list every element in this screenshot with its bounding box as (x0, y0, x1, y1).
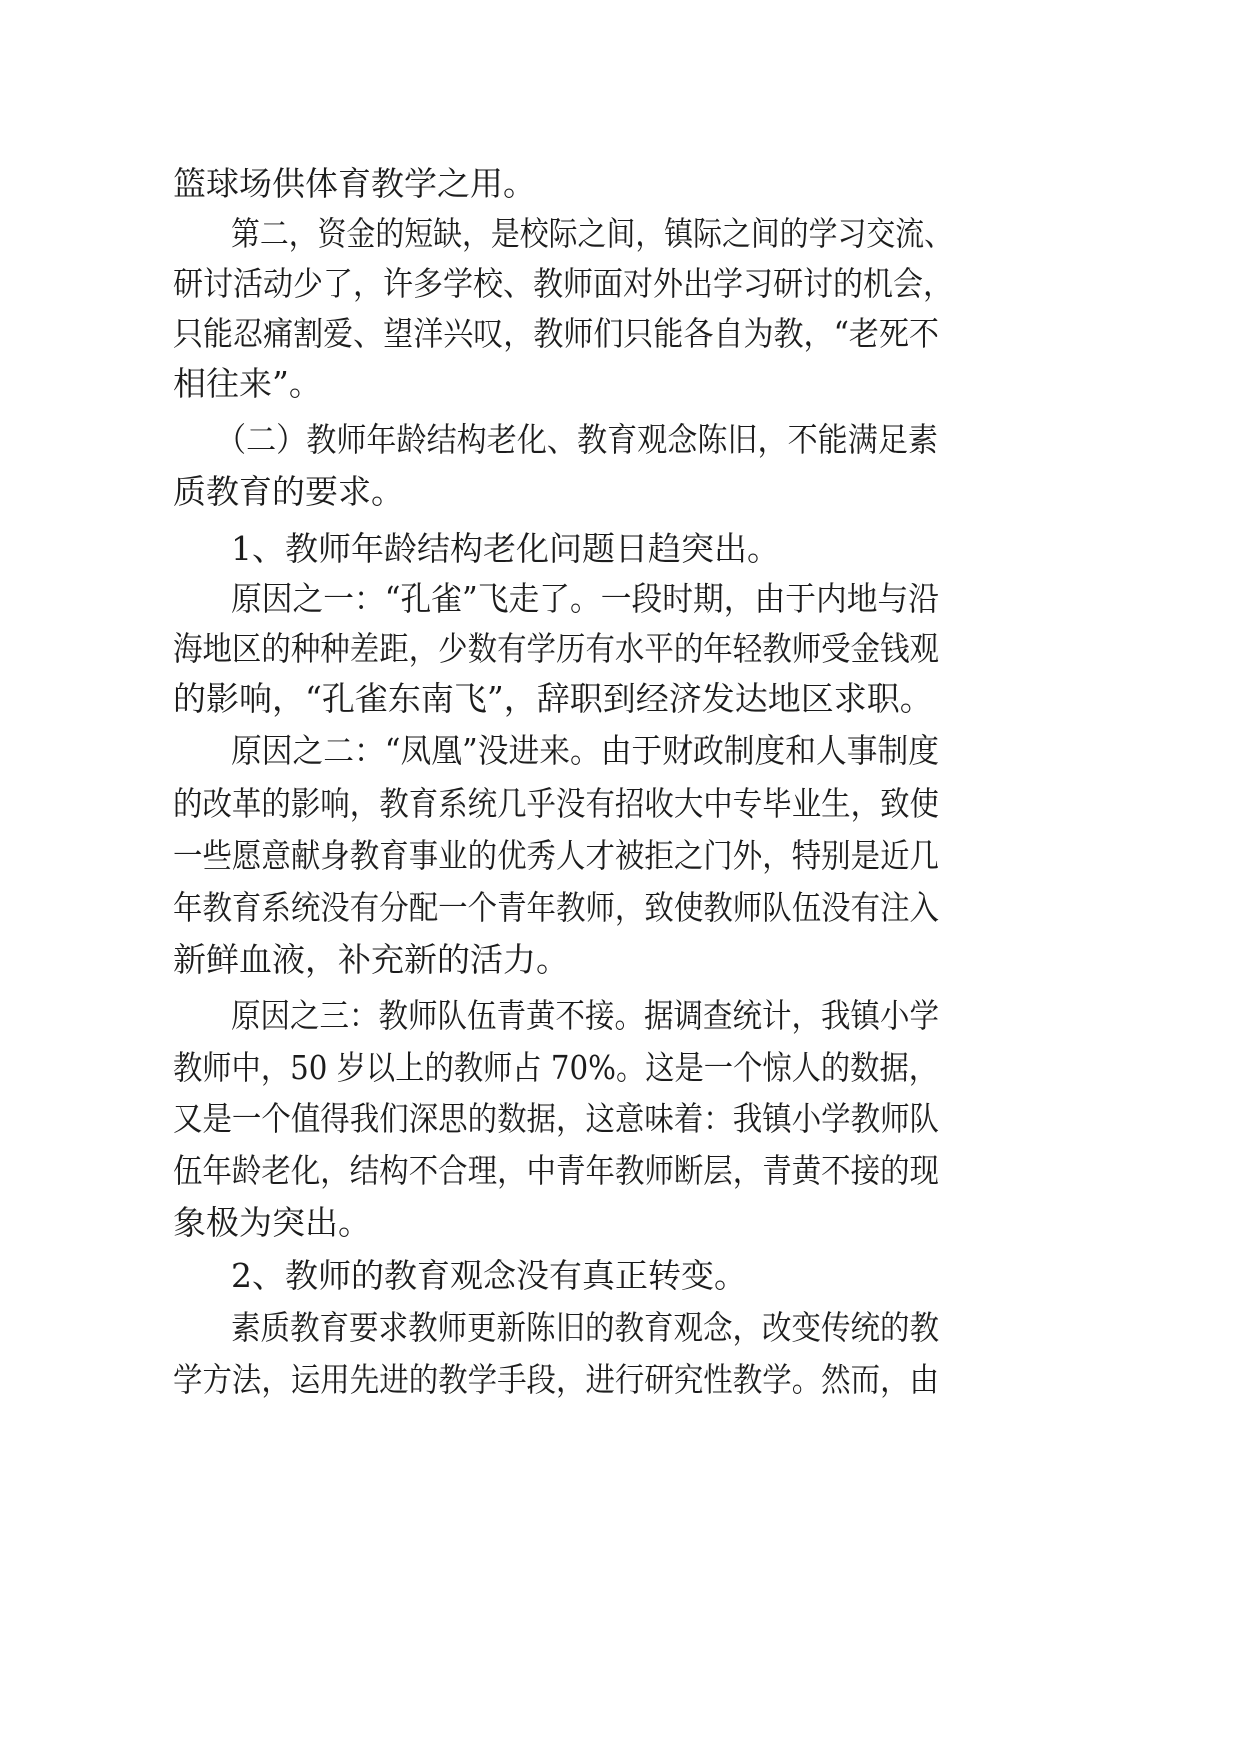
text-line-content: 2、教师的教育观念没有真正转变。 (231, 1256, 747, 1295)
text-line (0, 629, 1241, 669)
text-line (0, 679, 1241, 719)
text-line-content: 伍年龄老化，结构不合理，中青年教师断层，青黄不接的现 (173, 1151, 939, 1190)
text-line-content: 原因之一：“孔雀”飞走了。一段时期，由于内地与沿 (231, 579, 939, 618)
text-line (0, 1360, 1241, 1400)
text-line-content: 只能忍痛割爱、望洋兴叹，教师们只能各自为教，“老死不 (173, 314, 939, 353)
text-line (0, 1308, 1241, 1348)
text-line-content: 相往来”。 (173, 364, 322, 403)
text-line (0, 1203, 1241, 1243)
text-line-content: 的改革的影响，教育系统几乎没有招收大中专毕业生，致使 (173, 784, 939, 823)
text-line (0, 1048, 1241, 1088)
text-line-content: 新鲜血液，补充新的活力。 (173, 940, 569, 979)
text-line-content: 原因之二：“凤凰”没进来。由于财政制度和人事制度 (231, 731, 939, 770)
text-line-content: 一些愿意献身教育事业的优秀人才被拒之门外，特别是近几 (173, 836, 939, 875)
text-line (0, 364, 1241, 404)
text-line (0, 579, 1241, 619)
text-line-content: 教师中，50 岁以上的教师占 70%。这是一个惊人的数据， (173, 1048, 938, 1087)
text-line-content: 原因之三：教师队伍青黄不接。据调查统计，我镇小学 (231, 996, 939, 1035)
text-line (0, 996, 1241, 1036)
text-line-content: 年教育系统没有分配一个青年教师，致使教师队伍没有注入 (173, 888, 939, 927)
text-line (0, 836, 1241, 876)
text-line-content: 又是一个值得我们深思的数据，这意味着：我镇小学教师队 (173, 1099, 939, 1138)
text-line (0, 1099, 1241, 1139)
text-line (0, 888, 1241, 928)
text-line (0, 784, 1241, 824)
text-line-content: 质教育的要求。 (173, 472, 404, 511)
text-line-content: 象极为突出。 (173, 1203, 371, 1242)
text-line-content: （二）教师年龄结构老化、教育观念陈旧，不能满足素 (216, 420, 938, 459)
text-line-content: 学方法，运用先进的教学手段，进行研究性教学。然而，由 (173, 1360, 939, 1399)
text-line (0, 214, 1241, 254)
text-line (0, 1151, 1241, 1191)
text-line (0, 264, 1241, 304)
text-line-content: 1、教师年龄结构老化问题日趋突出。 (231, 529, 780, 568)
text-line-content: 的影响，“孔雀东南飞”，辞职到经济发达地区求职。 (173, 679, 933, 718)
text-line-content: 第二，资金的短缺，是校际之间，镇际之间的学习交流、 (231, 214, 953, 253)
text-line-content: 海地区的种种差距，少数有学历有水平的年轻教师受金钱观 (173, 629, 939, 668)
text-line (0, 420, 1241, 460)
text-line (0, 164, 1241, 204)
text-line-content: 研讨活动少了，许多学校、教师面对外出学习研讨的机会， (173, 264, 953, 303)
text-line (0, 1256, 1241, 1296)
text-line-content: 篮球场供体育教学之用。 (173, 164, 536, 203)
text-line-content: 素质教育要求教师更新陈旧的教育观念，改变传统的教 (231, 1308, 939, 1347)
text-line (0, 940, 1241, 980)
text-line (0, 314, 1241, 354)
text-line (0, 731, 1241, 771)
text-line (0, 472, 1241, 512)
text-line (0, 529, 1241, 569)
